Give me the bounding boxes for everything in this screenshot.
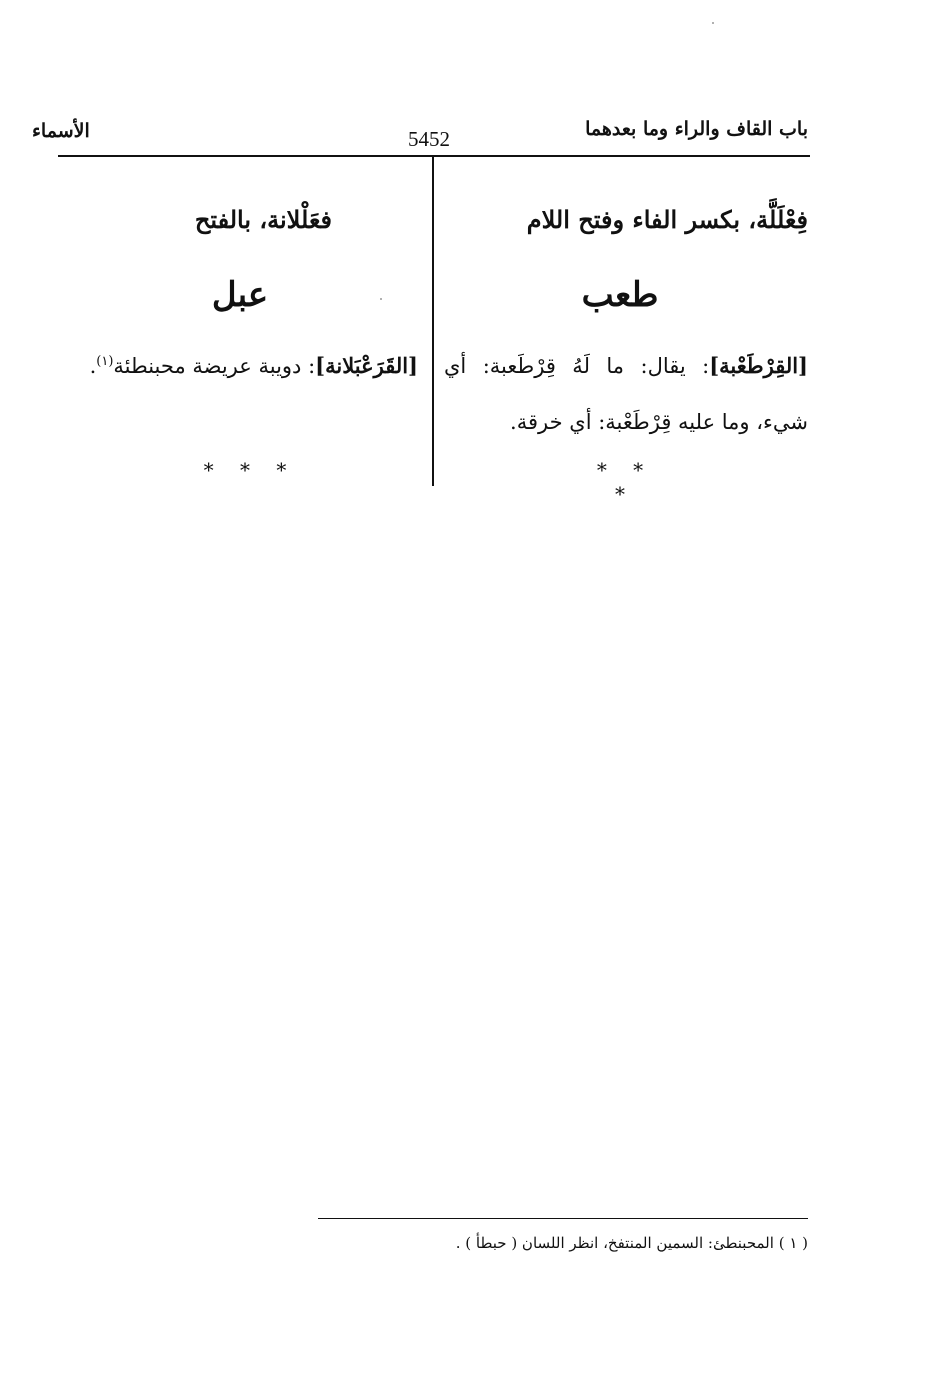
left-column-entry [58,338,418,394]
footnote-marker: (١) [96,354,114,369]
left-column-heading: فعَلْلانة، بالفتح [194,205,332,234]
left-entry-period: . [89,354,97,378]
scan-speck [712,22,714,24]
header-chapter-title: باب القاف والراء وما بعدهما [585,118,808,140]
left-entry-lemma: [القَرَعْبَلانة] [315,353,418,378]
header-section-title: الأسماء [32,120,90,142]
column-divider [432,156,434,486]
footnote-rule [318,1218,808,1219]
left-column-root-word: عبل [211,275,269,315]
scan-speck [380,298,382,300]
page-number: 5452 [408,127,450,151]
right-section-separator: * * * [596,458,654,506]
right-column-heading: فِعْلَلَّة، بكسر الفاء وفتح اللام [526,205,808,234]
right-column-root-word: طعب [581,275,659,315]
left-section-separator: * * * [203,458,297,482]
header-rule [58,155,810,157]
right-column-entry [444,338,808,450]
left-entry-definition: : دويبة عريضة محبنطئة [113,354,316,378]
right-entry-definition: : يقال: ما لَهُ قِرْطَعبة: أي شيء، وما عليه قِرْطَعْبة: أي خرقة. [444,354,808,434]
footnote-text: ( ١ ) المحبنطئ: السمين المنتفخ، انظر اللسان ( حبطأ ) . [455,1234,808,1252]
right-entry-lemma: [القِرْطَعْبة] [709,353,808,378]
